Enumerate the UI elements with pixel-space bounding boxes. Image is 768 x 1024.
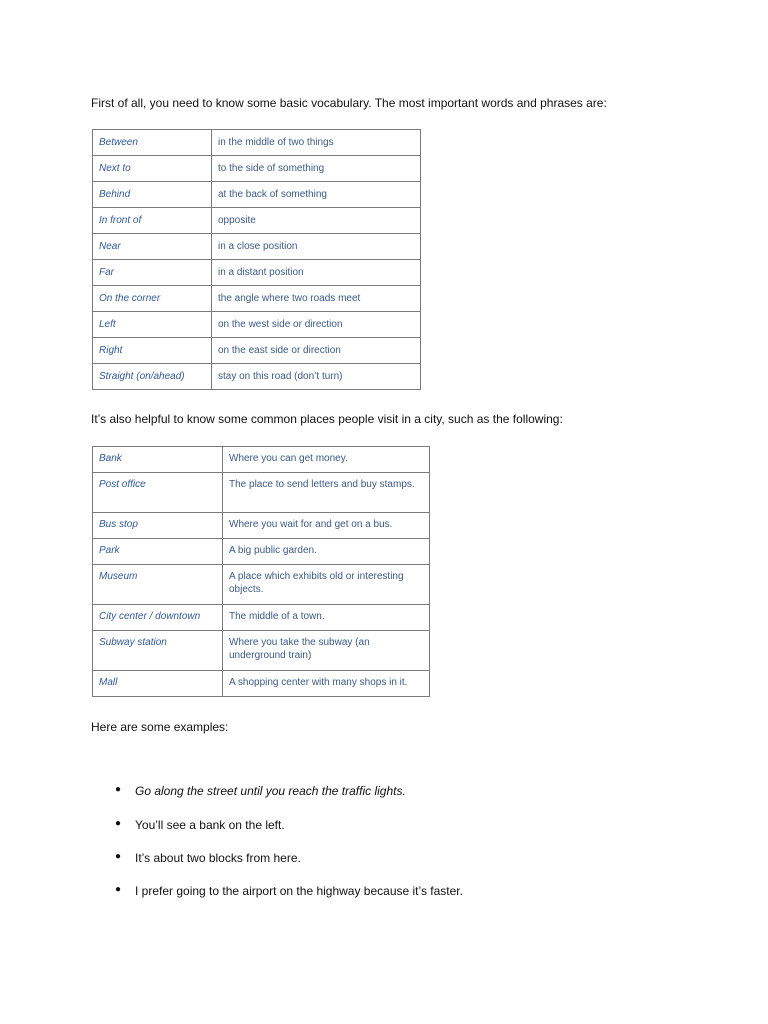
term-cell: Between [93, 130, 212, 156]
definition-cell: in the middle of two things [212, 130, 421, 156]
definition-cell: the angle where two roads meet [212, 286, 421, 312]
definition-cell: on the west side or direction [212, 312, 421, 338]
example-text: It’s about two blocks from here. [135, 851, 301, 865]
term-cell: Left [93, 312, 212, 338]
term-cell: Post office [93, 473, 223, 513]
term-cell: In front of [93, 208, 212, 234]
bullet-icon: ● [115, 818, 122, 829]
term-cell: Bus stop [93, 513, 223, 539]
table-row [93, 671, 430, 697]
directions-vocabulary-table [92, 129, 421, 390]
table-row [93, 447, 430, 473]
term-cell: Near [93, 234, 212, 260]
term-cell: Mall [93, 671, 223, 697]
table-row [93, 260, 421, 286]
bullet-icon: ● [115, 884, 122, 895]
definition-cell: A place which exhibits old or interesting objects. [223, 565, 430, 605]
definition-cell: in a distant position [212, 260, 421, 286]
table-row [93, 513, 430, 539]
table-row [93, 605, 430, 631]
table-row [93, 130, 421, 156]
definition-cell: stay on this road (don’t turn) [212, 364, 421, 390]
term-cell: Next to [93, 156, 212, 182]
bullet-icon: ● [115, 851, 122, 862]
table-row [93, 286, 421, 312]
term-cell: Bank [93, 447, 223, 473]
term-cell: On the corner [93, 286, 212, 312]
table-row [93, 539, 430, 565]
term-cell: Straight (on/ahead) [93, 364, 212, 390]
definition-cell: Where you take the subway (an underground train) [223, 631, 430, 671]
examples-intro-paragraph: Here are some examples: [91, 720, 229, 734]
term-cell: Far [93, 260, 212, 286]
table-row [93, 473, 430, 513]
table-row [93, 234, 421, 260]
definition-cell: Where you wait for and get on a bus. [223, 513, 430, 539]
term-cell: Museum [93, 565, 223, 605]
term-cell: Park [93, 539, 223, 565]
definition-cell: at the back of something [212, 182, 421, 208]
definition-cell: in a close position [212, 234, 421, 260]
example-text: You’ll see a bank on the left. [135, 818, 285, 832]
table-row [93, 182, 421, 208]
definition-cell: A shopping center with many shops in it. [223, 671, 430, 697]
table-row [93, 364, 421, 390]
definition-cell: on the east side or direction [212, 338, 421, 364]
table-row [93, 208, 421, 234]
definition-cell: Where you can get money. [223, 447, 430, 473]
term-cell: Subway station [93, 631, 223, 671]
city-places-table [92, 446, 430, 697]
definition-cell: The place to send letters and buy stamps. [223, 473, 430, 513]
table-row [93, 156, 421, 182]
example-text: Go along the street until you reach the traffic lights. [135, 784, 406, 798]
table-row [93, 338, 421, 364]
bullet-icon: ● [115, 784, 122, 795]
example-text: I prefer going to the airport on the highway because it’s faster. [135, 884, 463, 898]
intro-paragraph: First of all, you need to know some basic vocabulary. The most important words and phrases are: [91, 96, 607, 110]
table-row [93, 631, 430, 671]
term-cell: Behind [93, 182, 212, 208]
definition-cell: to the side of something [212, 156, 421, 182]
definition-cell: A big public garden. [223, 539, 430, 565]
places-intro-paragraph: It’s also helpful to know some common places people visit in a city, such as the following: [91, 412, 563, 426]
term-cell: Right [93, 338, 212, 364]
term-cell: City center / downtown [93, 605, 223, 631]
definition-cell: opposite [212, 208, 421, 234]
table-row [93, 312, 421, 338]
definition-cell: The middle of a town. [223, 605, 430, 631]
table-row [93, 565, 430, 605]
